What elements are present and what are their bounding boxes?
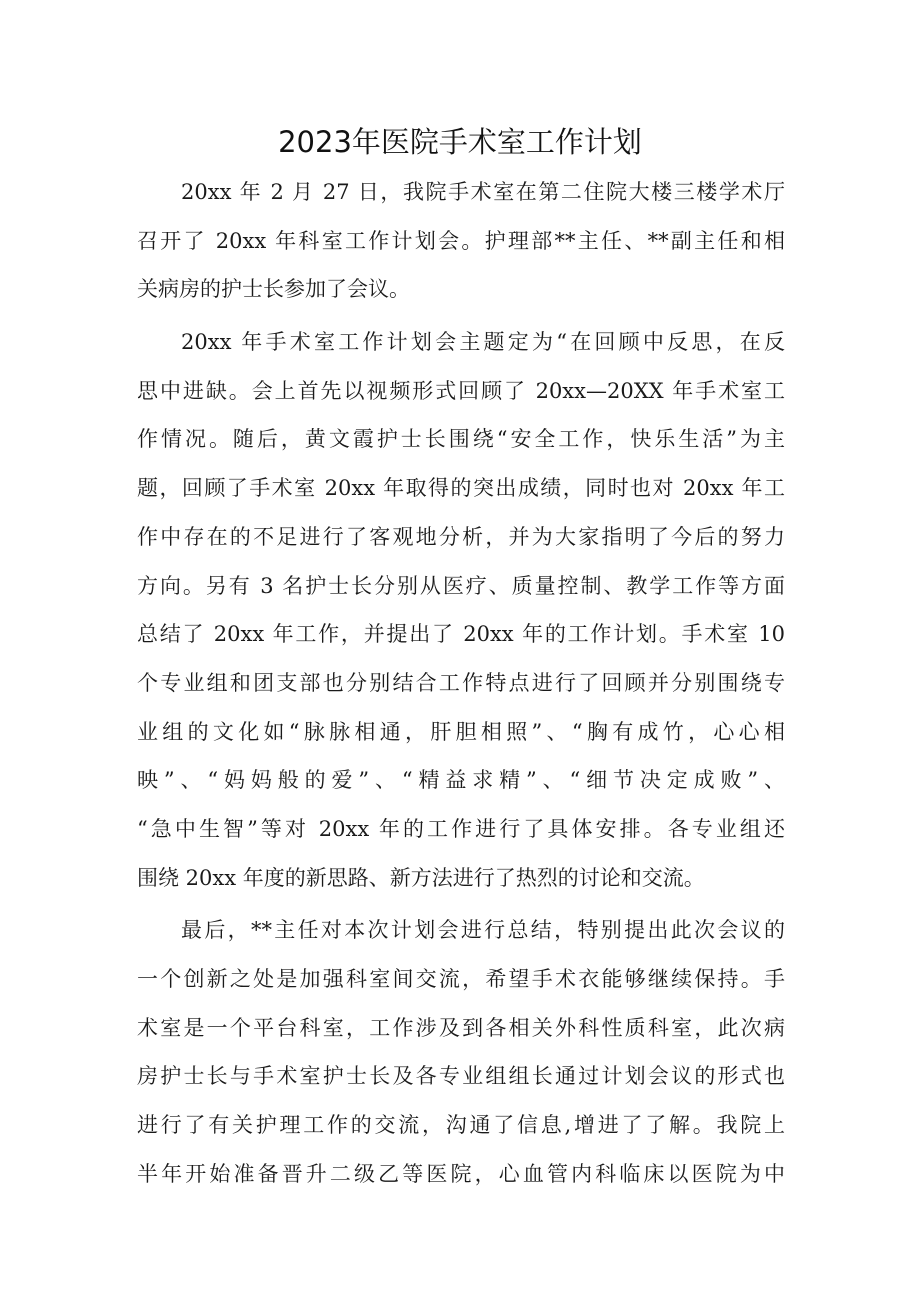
document-title: 2023年医院手术室工作计划 — [278, 125, 642, 159]
text-line: 最后，**主任对本次计划会进行总结，特别提出此次会议的 — [181, 918, 785, 943]
text-line: 半年开始准备晋升二级乙等医院，心血管内科临床以医院为中 — [137, 1161, 785, 1186]
text-line: 术室是一个平台科室，工作涉及到各相关外科性质科室，此次病 — [137, 1015, 785, 1040]
document-body — [137, 168, 785, 1198]
text-line: 映”、“妈妈般的爱”、“精益求精”、“细节决定成败”、 — [137, 768, 785, 793]
paragraph-3 — [137, 906, 785, 1198]
text-line: 关病房的护士长参加了会议。 — [137, 277, 410, 302]
text-line: 一个创新之处是加强科室间交流，希望手术衣能够继续保持。手 — [137, 967, 785, 991]
text-line: 方向。另有 3 名护士长分别从医疗、质量控制、教学工作等方面 — [137, 573, 785, 598]
text-line: 题，回顾了手术室 20xx 年取得的突出成绩，同时也对 20xx 年工 — [137, 476, 785, 501]
text-line: 作情况。随后，黄文霞护士长围绕“安全工作，快乐生活”为主 — [137, 427, 785, 452]
text-line: 围绕 20xx 年度的新思路、新方法进行了热烈的讨论和交流。 — [137, 865, 705, 890]
text-line: 作中存在的不足进行了客观地分析，并为大家指明了今后的努力 — [137, 524, 785, 549]
text-line: 20xx 年 2 月 27 日，我院手术室在第二住院大楼三楼学术厅 — [181, 180, 785, 204]
text-line: 个专业组和团支部也分别结合工作特点进行了回顾并分别围绕专 — [137, 670, 785, 695]
text-line: 进行了有关护理工作的交流，沟通了信息,增进了了解。我院上 — [137, 1113, 785, 1138]
text-line: 20xx 年手术室工作计划会主题定为“在回顾中反思，在反 — [181, 330, 785, 355]
text-line: 思中进缺。会上首先以视频形式回顾了 20xx—20XX 年手术室工 — [137, 378, 785, 403]
paragraph-1 — [137, 168, 785, 314]
paragraph-2 — [137, 318, 785, 902]
text-line: “急中生智”等对 20xx 年的工作进行了具体安排。各专业组还 — [137, 816, 785, 841]
text-line: 业组的文化如“脉脉相通，肝胆相照”、“胸有成竹，心心相 — [137, 719, 785, 744]
text-line: 召开了 20xx 年科室工作计划会。护理部**主任、**副主任和相 — [137, 228, 785, 253]
text-line: 房护士长与手术室护士长及各专业组组长通过计划会议的形式也 — [137, 1064, 785, 1089]
text-line: 总结了 20xx 年工作，并提出了 20xx 年的工作计划。手术室 10 — [137, 622, 785, 647]
